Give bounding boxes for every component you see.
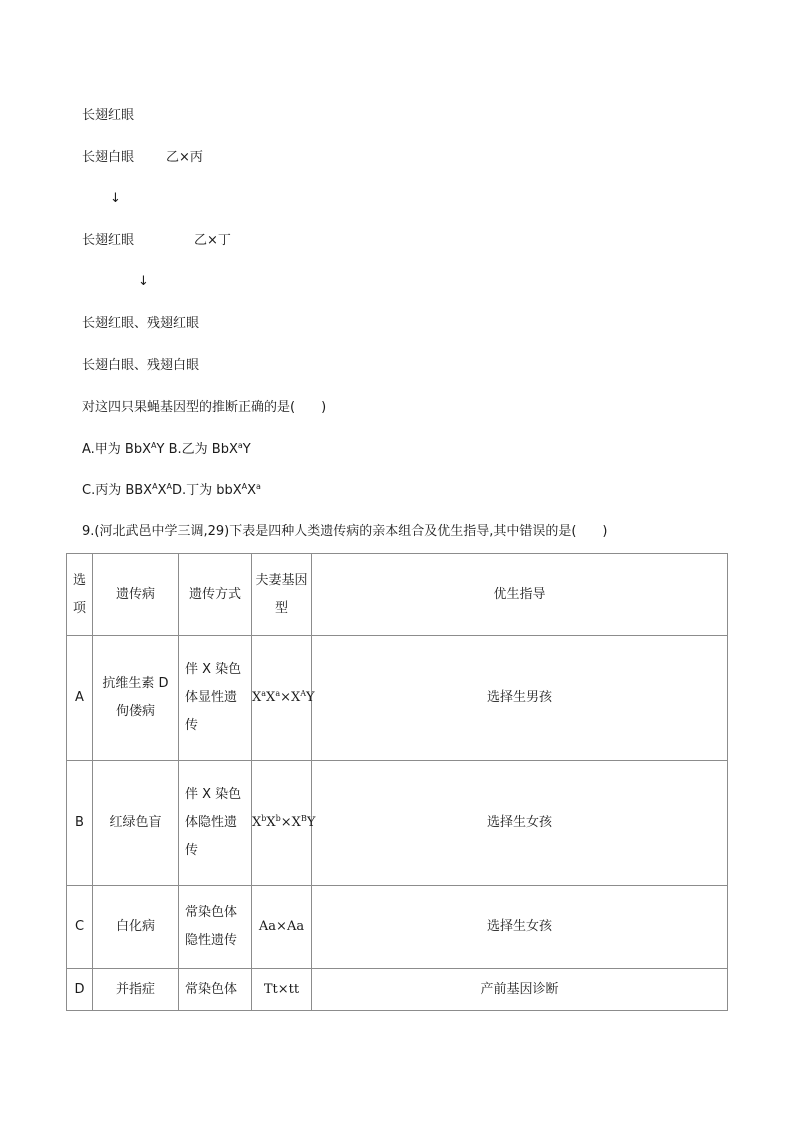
options-ab — [82, 441, 251, 459]
row-disease: 并指症 — [93, 969, 179, 1011]
row-genotype: $X^bX^b\times X^BY$ — [252, 761, 312, 886]
option-d: D.丁为 $bbX^AX^a$ — [171, 482, 261, 498]
table-header-row — [67, 554, 728, 636]
row-mode: 伴 X 染色 体隐性遗 传 — [179, 761, 252, 886]
options-cd — [82, 482, 261, 500]
phenotype-line-1: 长翅红眼 — [82, 108, 135, 123]
header-mode: 遗传方式 — [179, 554, 252, 636]
row-disease: 抗维生素 D 佝偻病 — [93, 636, 179, 761]
phenotype-line-3: 长翅红眼 — [82, 233, 135, 248]
row-guidance: 产前基因诊断 — [312, 969, 728, 1011]
row-option: D — [67, 969, 93, 1011]
question-9: 9.(河北武邑中学三调,29)下表是四种人类遗传病的亲本组合及优生指导,其中错误的是( ) — [82, 524, 608, 539]
table-row — [67, 761, 728, 886]
row-guidance: 选择生女孩 — [312, 886, 728, 969]
row-option: B — [67, 761, 93, 886]
option-a: A.甲为 BbX$^A$Y — [82, 441, 165, 457]
table-row — [67, 886, 728, 969]
phenotype-line-2: 长翅白眼 — [82, 150, 135, 165]
arrow-down-icon: ↓ — [110, 191, 121, 206]
option-b: B.乙为 BbX$^a$Y — [168, 441, 251, 457]
row-guidance: 选择生女孩 — [312, 761, 728, 886]
table-row — [67, 636, 728, 761]
genetic-guidance-table — [66, 553, 728, 1011]
row-genotype: $X^aX^a\times X^AY$ — [252, 636, 312, 761]
row-option: C — [67, 886, 93, 969]
row-genotype: Aa×Aa — [252, 886, 312, 969]
phenotype-line-4: 长翅红眼、残翅红眼 — [82, 316, 200, 331]
row-disease: 白化病 — [93, 886, 179, 969]
cross-yi-ding: 乙×丁 — [194, 233, 231, 248]
header-genotype: 夫妻基因 型 — [252, 554, 312, 636]
option-c: C.丙为 $BBX^AX^A$ — [82, 482, 172, 498]
header-option: 选 项 — [67, 554, 93, 636]
row-guidance: 选择生男孩 — [312, 636, 728, 761]
row-disease: 红绿色盲 — [93, 761, 179, 886]
row-mode: 常染色体 — [179, 969, 252, 1011]
question-stem: 对这四只果蝇基因型的推断正确的是( ) — [82, 400, 327, 415]
phenotype-line-5: 长翅白眼、残翅白眼 — [82, 358, 200, 373]
cross-yi-bing: 乙×丙 — [166, 150, 203, 165]
header-guidance: 优生指导 — [312, 554, 728, 636]
arrow-down-icon: ↓ — [138, 274, 149, 289]
header-disease: 遗传病 — [93, 554, 179, 636]
row-genotype: Tt×tt — [252, 969, 312, 1011]
row-mode: 伴 X 染色 体显性遗 传 — [179, 636, 252, 761]
row-option: A — [67, 636, 93, 761]
table-row — [67, 969, 728, 1011]
row-mode: 常染色体 隐性遗传 — [179, 886, 252, 969]
